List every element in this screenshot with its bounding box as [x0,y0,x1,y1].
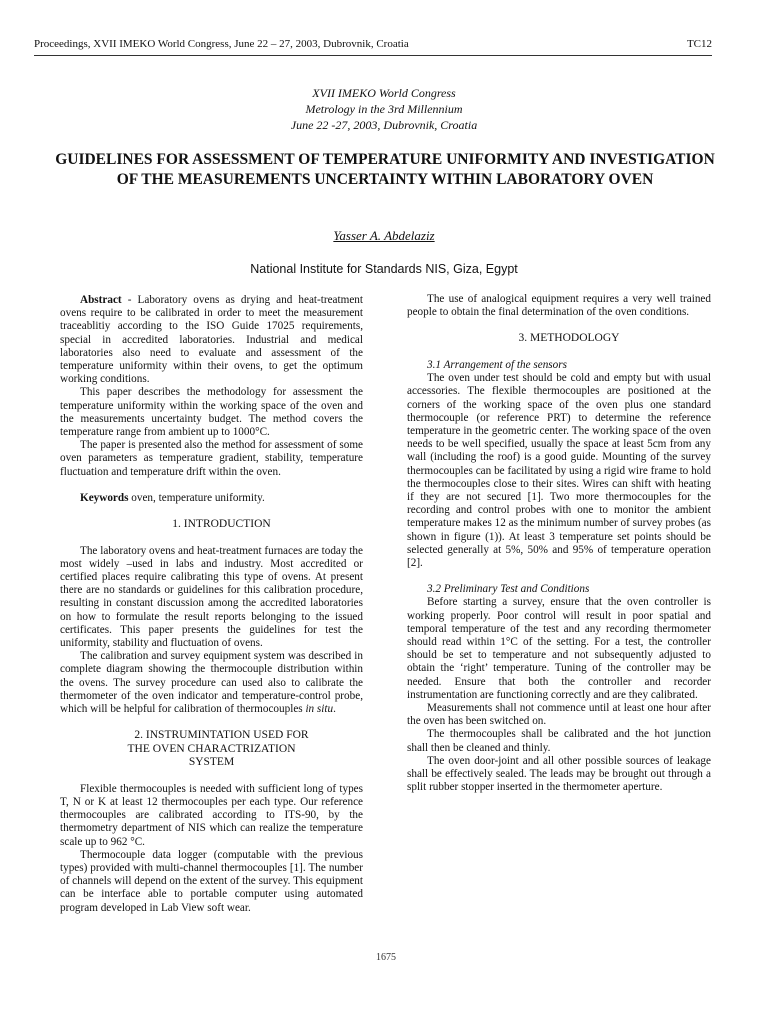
preliminary-paragraph-3: The thermocouples shall be calibrated and the hot junction shall then be cleaned and thinly. [407,728,711,754]
author-affiliation: National Institute for Standards NIS, Giza, Egypt [250,262,518,276]
instrumentation-heading-line-2: THE OVEN CHARACTRIZATION [127,742,296,755]
spacer [60,505,363,518]
preliminary-paragraph-4: The oven door-joint and all other possible sources of leakage shall be effectively sealed. The leads may be brought out through a split rubber stopper inserted in the thermometer aperture. [407,754,711,794]
author-name: Yasser A. Abdelaziz [333,228,435,243]
spacer [60,479,363,492]
spacer [60,532,363,545]
abstract-label: Abstract [80,294,122,306]
section-heading-instrumentation [60,729,363,770]
keywords-line [60,492,363,505]
section-heading-methodology: 3. METHODOLOGY [518,332,620,345]
section-heading-introduction: 1. INTRODUCTION [172,518,271,531]
instrumentation-paragraph-3: The use of analogical equipment requires a very well trained people to obtain the final determination of the oven conditions. [407,293,711,319]
intro-paragraph-2 [60,650,363,716]
paper-title: GUIDELINES FOR ASSESSMENT OF TEMPERATURE UNIFORMITY AND INVESTIGATION OF THE MEASUREMENTS UNCERTAINTY WITHIN LABORATORY OVEN [55,151,715,188]
instrumentation-heading-line-1: 2. INSTRUMINTATION USED FOR [134,729,309,742]
conference-theme: Metrology in the 3rd Millennium [305,102,463,116]
right-column [407,293,711,794]
conference-name: XVII IMEKO World Congress [312,86,456,100]
abstract-paragraph [60,294,363,386]
left-column [60,294,363,915]
intro-in-situ: in situ [305,702,334,715]
intro-paragraph-1: The laboratory ovens and heat-treatment furnaces are today the most widely –used in labs and industry. Most accredited or certified places require calibrating this type of ovens. At present there are no standards or guidelines for this calibration procedure, resulting in constant discussion among the accredited laboratories on how to formulate the result reports belonging to the issued certificates. This paper presents the guidelines for test the uniformity, stability and fluctuation of ovens. [60,544,363,649]
running-head-proceedings: Proceedings, XVII IMEKO World Congress, June 22 – 27, 2003, Dubrovnik, Croatia [34,38,409,50]
abstract-paragraph-3: The paper is presented also the method for assessment of some oven parameters as temperature gradient, stability, temperature fluctuation and temperature drift within the oven. [60,439,363,478]
intro-paragraph-2-text: The calibration and survey equipment system was described in complete diagram showing the thermocouple distribution within the ovens. The survey procedure can used also to calibrate the thermometer of the oven indicator and temperature-control probe, which will be helpful for calibration of thermocouples [60,650,363,715]
abstract-text: - Laboratory ovens as drying and heat-treatment ovens require to be calibrated in order to meet the measurement traceablitiy according to the ISO Guide 17025 requirements, special in accredited laboratories. Industrial and medical laboratories also need to evaluate and assessment of the temperature uniformity within their ovens, to get the optimum working conditions. [60,294,363,386]
spacer [60,716,363,729]
subsection-heading-sensors: 3.1 Arrangement of the sensors [427,358,567,371]
sensors-paragraph: The oven under test should be cold and empty but with usual accessories. The flexible thermocouples are positioned at the corners of the working space of the oven plus one standard thermocouple (or reference PRT) to determine the reference temperature in the geometric center. The working space of the oven needs to be well specified, usually the space at least 5cm from any wall (including the roof) is a good guide. Mounting of the survey thermocouples can be facilitated by using a rigid wire frame to hold the thermocouples close to their sites. Wires can shift with heating if they are not secured [1]. Two more thermocouples for the recording and control probes with one to monitor the ambient temperature makes 12 as the minimum number of survey probes (as shown in figure (1)). At least 3 temperature set points should be selected generally at 5%, 50% and 95% of temperature operation [2]. [407,372,711,569]
instrumentation-paragraph-2: Thermocouple data logger (computable with the previous types) provided with multi-channel thermocouples [1]. The number of channels will depend on the extent of the survey. This equipment can be interface able to portable computer using automated program developed in Lab View soft wear. [60,848,363,914]
instrumentation-heading-line-3: SYSTEM [188,756,235,769]
header-rule [34,55,712,56]
keywords-label: Keywords [80,491,129,504]
keywords-text: oven, temperature uniformity. [128,491,265,504]
page-number: 1675 [376,952,396,963]
spacer [407,570,711,583]
spacer [60,770,363,783]
preliminary-paragraph-1: Before starting a survey, ensure that the oven controller is working properly. Poor control will result in poor spatial and temporal temperature of the test and any recording thermometer should read within 1°C of the setting. For a test, the controller should be set to temperature and not subsequently adjusted to obtain the ‘right’ temperature. Tuning of the controller may be needed. Ensure that both the controller and recorder instrumentation are functioning correctly and are they calibrated. [407,596,711,701]
running-head [34,38,712,50]
preliminary-paragraph-2: Measurements shall not commence until at least one hour after the oven has been switched on. [407,701,711,728]
subsection-heading-preliminary: 3.2 Preliminary Test and Conditions [427,583,590,596]
conference-block [34,85,734,133]
instrumentation-paragraph-1: Flexible thermocouples is needed with sufficient long of types T, N or K at least 12 thermocouples per each type. Our reference thermocouples are calibrated according to ITS-90, by the thermometry department of NIS which can realize the temperature scale up to 962 °C. [60,782,363,848]
conference-date: June 22 -27, 2003, Dubrovnik, Croatia [290,118,478,132]
intro-paragraph-2-end: . [333,702,336,715]
abstract-paragraph-2: This paper describes the methodology for assessment the temperature uniformity within the working space of the oven and the measurements uncertainty budget. The method covers the temperature range from ambient up to 1000°C. [60,386,363,439]
spacer [407,319,711,332]
spacer [407,346,711,359]
running-head-tc: TC12 [686,38,712,50]
